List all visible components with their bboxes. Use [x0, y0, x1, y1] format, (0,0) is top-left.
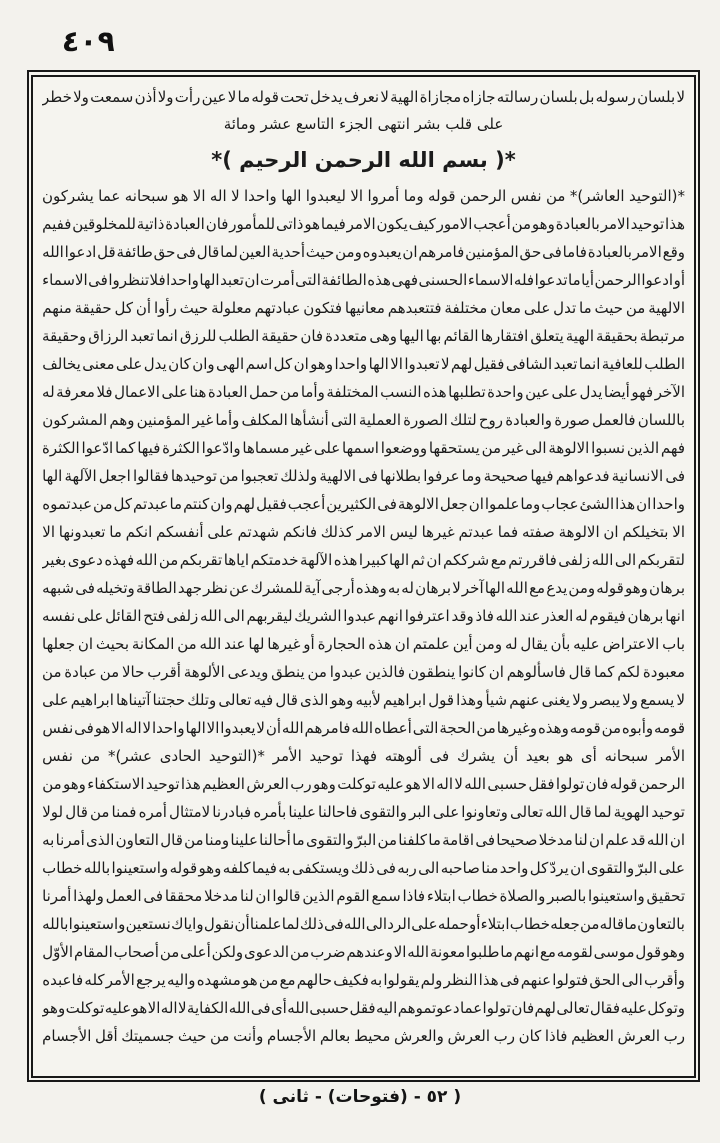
body-line: انها برهان فيقوم له العذر عند الله فاذ وقد اعترفوا انهم عبدوا الشريك ليقربهم الى الله زلفى فتح القائل على نفسه — [42, 607, 685, 625]
body-line: لا يسمع ولا يبصر ولا يغنى عنهم شيأ وهذا قول ابراهيم لأبيه وهو الذى قال فيه تعالى وتلك حجتنا آتيناها ابراهيم على — [42, 691, 685, 709]
body-line: الأمر سبحانه أى هو بعيد أن يشرك فى ألوهته فهذا توحيد الأمر *(التوحيد الحادى عشر)* من نفس — [42, 747, 685, 765]
body-line: رب العرش العظيم فاذا كان رب العرش والعرش محيط بعالم الأجسام وأنت من حيث جسميتك أقل الأجسام — [42, 1027, 685, 1045]
body-line: أو ادعوا الرحمن أيا ما تدعوا فله الاسماء الحسنى فهى هذه الطائفة التى أمرت ان تعبد الها واحدا فلا تنظروا فى الاسماء — [42, 271, 685, 289]
header-line-1: لا بلسان رسوله بل بلسان رسالته جازاه مجازاة الهية لا نعرف يدخل تحت قوله ما لا عين رأت ولا أذن سمعت ولا خطر — [42, 88, 685, 106]
body-line: معبودة لكم كما قال فاسألوهم ان كانوا ينطقون فالذين عبدوا من ينطق ويدعى الألوهة أقرب حالا من عبادة من — [42, 663, 685, 681]
body-text — [42, 182, 685, 1050]
body-line: *(التوحيد العاشر)* من نفس الرحمن قوله وما أمروا الا ليعبدوا الها واحدا لا اله الا هو سبحانه عما يشركون — [42, 187, 685, 205]
body-line: واحدا ان هذا الشئ عجاب وما علموا ان جعل الالوهة فى الكثيرين أعجب فقيل لهم وان كنتم ما عبدتم كل من عبدتموه — [42, 495, 685, 513]
body-line: تحقيق واستعينوا بالصبر والصلاة خطاب ابتلاء فاذا سمع القوم الذين قالوا ان لنا مدخلا محققا فى العمل ولهذا أمرنا — [42, 887, 685, 905]
body-line: بالتعاون ما قاله من جعله خطاب ابتلاء أو حمله على الرد الى الله فى ذلك لما علمنا أن نقول واياك نستعين واستعينوا بالله — [42, 915, 685, 933]
header-line-2: على قلب بشر انتهى الجزء التاسع عشر ومائة — [223, 115, 504, 133]
body-line: الطلب للعافية انما تعبد الشافى فقيل لهم لا تعبدوا الا الها واحدا وهو ان كل اسم الهى وان كان يدل على معنى يخالف — [42, 355, 685, 373]
text-frame — [27, 70, 700, 1082]
page-number: ٤٠٩ — [61, 24, 117, 58]
body-line: على البرّ والتقوى ان يردّ كل واحد منا صاحبه الى ربه فى ذلك ويستكفى به فيما كلفه وهو قوله واستعينوا بالله خطاب — [42, 859, 685, 877]
basmala-heading: *( بسم الله الرحمن الرحيم )* — [211, 148, 516, 172]
body-line: باب الاعتراض عليه بأن يقال له ومن أين علمتم ان هذه الحجارة أو غيرها لها عند الله من المكانة بحيث ان جعلها — [42, 635, 685, 653]
body-line: ان الله قد علم ان لنا مدخلا صحيحا فى اقامة ما كلفنا من البرّ والتقوى ما أحالنا علينا ومنا من قال التعاون الذى أمرنا به — [42, 831, 685, 849]
body-line: باللسان فالعمل صورة والعبادة روح لتلك الصورة العملية التى أنشأها المكلف وأما غير المؤمنين وهم المشركون — [42, 411, 685, 429]
footer-signature: ( ٥٢ - (فتوحات) - ثانى ) — [258, 1087, 462, 1107]
body-line: الآخر فهو أيضا يدل على عين واحدة تطلبها هذه النسب المختلفة وأما من حمل العبادة هنا على الاعمال فلا معرفة له — [42, 383, 685, 401]
body-line: فهم الذين نسبوا الالوهة الى غير من يستحقها ووضعوا اسمها على غير مسماها وادّعوا الكثرة فيها كما ادّعوا الكثرة — [42, 439, 685, 457]
body-line: الا بتخيلكم ان الالوهة صفته فما عبدتم غيرها ليس الامر كذلك فانكم شهدتم على أنفسكم انكم ما تعبدونها الا — [42, 523, 685, 541]
body-line: لتقربكم الى الله زلفى فاقررتم مع شرككم ان ثم الها كبيرا هذه الآلهة خدمتكم اياها تقربكم من الله فهذه دعوى بغير — [42, 551, 685, 569]
body-line: هذا توحيد الامر بالعبادة وهو من أعجب الامور كيف يكون الامر فيما هو ذاتى للمأمور فان العبادة ذاتية للمخلوقين ففيم — [42, 215, 685, 233]
body-line: وأقرب الى الحق فتولوا عنهم فى هذا النظر ولم يقولوا به فكيف حالهم مع من هو مشهده واليه يرجع الأمر كله فاعبده — [42, 971, 685, 989]
body-line: وتوكل عليه فقال تعالى لهم فان تولوا عما دعوتموهم اليه فقل حسبى الله أى فى الله الكفاية لا اله الا هو عليه توكلت وهو — [42, 999, 685, 1017]
body-line: الرحمن قوله فان تولوا فقل حسبى الله لا اله الا هو عليه توكلت وهو رب العرش العظيم هذا توحيد الاستكفاء وهو من — [42, 775, 685, 793]
body-line: فى الانسانية فدعواهم فيها صحيحة وما عرفوا بطلانها فى الالهية ولذلك تعجبوا من توحيدها فقالوا اجعل الآلهة الها — [42, 467, 685, 485]
body-line: وقع الامر بالعبادة فاما فى حق المؤمنين فامرهم ان يعبدوه ومن حيث أحدية العين لما قال فى حق طائفة قل ادعوا الله — [42, 243, 685, 261]
body-line: مرتبطة بحقيقة الهية يتعلق افتقارها القائم بها اليها وهى متعددة فان حقيقة الطلب للرزق انما تعبد الرزاق وحقيقة — [42, 327, 685, 345]
body-line: قومه وأبوه من قومه وهذه وغيرها من الحجة التى أعطاه الله فامرهم الله أن لا يعبدوا الا الها واحدا لا اله الا هو فى نفس — [42, 719, 685, 737]
body-line: الالهية من حيث ما تدل على معان مختلفة فتتعبدهم معانيها فتكون عبادتهم معلولة حيث رأوا أن كل حقيقة منهم — [42, 299, 685, 317]
body-line: برهان وهو قوله ومن يدع مع الله الها آخر لا برهان له به وهذه أرجى آية للمشرك عن نظر جهد الطاقة وتخيله فى شبهه — [42, 579, 685, 597]
body-line: توحيد الهوية لما قال الله تعالى وتعاونوا على البر والتقوى فاحالنا علينا بأمره فبادرنا لامتثال أمره فمنا من قال لولا — [42, 803, 685, 821]
body-line: وهو قول موسى لقومه مع انهم ما طلبوا معونة الله الا وعندهم ضرب من الدعوى ولكن أعلى من أصحاب المقام الأوّل — [42, 943, 685, 961]
